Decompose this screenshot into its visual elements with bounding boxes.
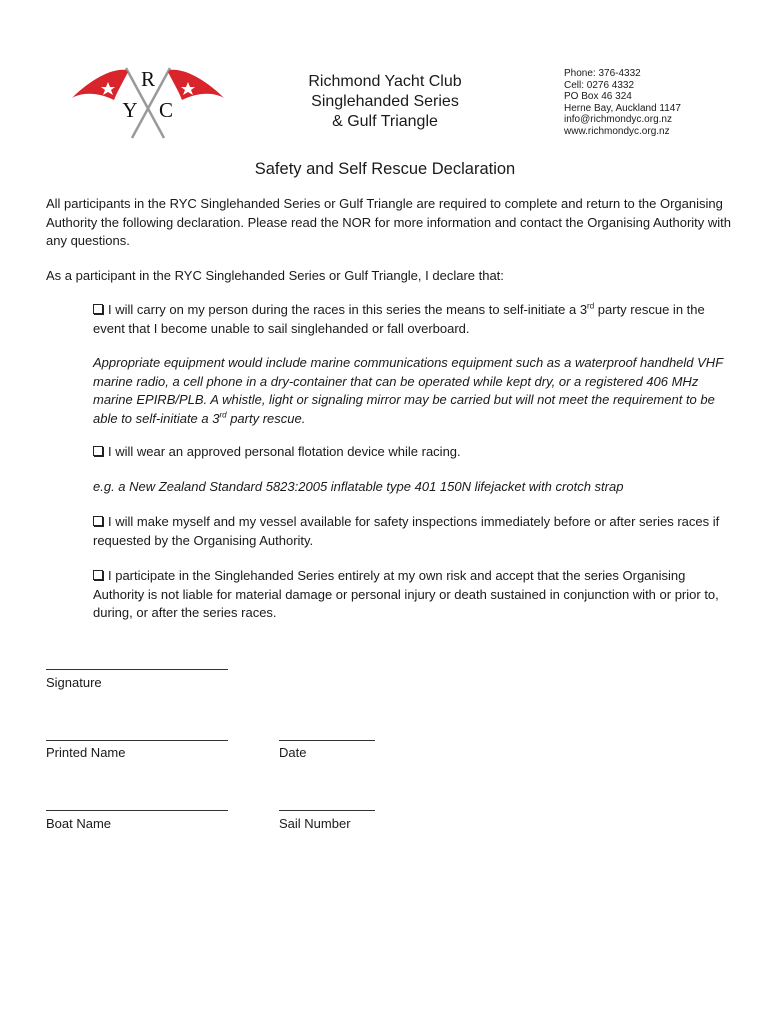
checkbox-item-4[interactable] xyxy=(93,570,103,580)
declaration-item-3 xyxy=(93,513,733,550)
contact-block xyxy=(564,68,681,137)
declaration-item-4 xyxy=(93,567,733,623)
item-3-text: I will make myself and my vessel available for safety inspections immediately before or after series races if requested by the Organising Authority. xyxy=(93,514,720,548)
boat-name-line[interactable] xyxy=(46,810,228,811)
intro-paragraph: All participants in the RYC Singlehanded Series or Gulf Triangle are required to complete and return to the Organising Authority the following declaration. Please read the NOR for more information and contact the Organising Authority with any questions. xyxy=(46,196,732,248)
checkbox-item-1[interactable] xyxy=(93,304,103,314)
declaration-item-2 xyxy=(93,443,733,462)
note-1-text-a: Appropriate equipment would include marine communications equipment such as a waterproof handheld VHF marine radio, a cell phone in a dry-container that can be operated while kept dry, or a registered 406 MHz marine EPIRB/PLB. A whistle, light or signaling mirror may be carried but will not meet the requirement to be able to self-initiate a 3 xyxy=(93,355,723,426)
contact-website[interactable]: www.richmondyc.org.nz xyxy=(564,125,670,137)
checkbox-item-2[interactable] xyxy=(93,446,103,456)
logo-letter-c: C xyxy=(158,98,174,122)
logo-letter-y: Y xyxy=(122,98,138,122)
date-label: Date xyxy=(279,745,307,760)
date-line[interactable] xyxy=(279,740,375,741)
contact-address: Herne Bay, Auckland 1147 xyxy=(564,102,681,114)
contact-phone: Phone: 376-4332 xyxy=(564,68,641,79)
declaration-item-1 xyxy=(93,301,733,338)
club-title-line-1: Richmond Yacht Club xyxy=(308,73,462,90)
declare-lead: As a participant in the RYC Singlehanded Series or Gulf Triangle, I declare that: xyxy=(46,268,504,283)
club-title-line-2: Singlehanded Series xyxy=(311,93,459,110)
boat-name-label: Boat Name xyxy=(46,816,112,831)
contact-email[interactable]: info@richmondyc.org.nz xyxy=(564,114,672,125)
signature-line[interactable] xyxy=(46,669,228,670)
contact-po-box: PO Box 46 324 xyxy=(564,91,632,102)
club-title xyxy=(270,72,500,132)
club-title-line-3: & Gulf Triangle xyxy=(332,113,438,130)
logo-letter-r: R xyxy=(140,67,156,91)
item-1-sup: rd xyxy=(587,301,595,311)
note-1-sup: rd xyxy=(219,410,227,420)
lifejacket-note: e.g. a New Zealand Standard 5823:2005 inflatable type 401 150N lifejacket with crotch strap xyxy=(93,479,624,494)
club-logo xyxy=(68,62,228,140)
equipment-note xyxy=(93,354,733,428)
sail-number-line[interactable] xyxy=(279,810,375,811)
signature-label: Signature xyxy=(46,675,102,690)
document-title: Safety and Self Rescue Declaration xyxy=(254,160,516,178)
printed-name-label: Printed Name xyxy=(46,745,126,760)
contact-cell: Cell: 0276 4332 xyxy=(564,79,635,91)
item-1-text-b: party rescue in the event that I become unable to sail singlehanded or fall overboard. xyxy=(93,302,705,336)
item-2-text: I will wear an approved personal flotation device while racing. xyxy=(108,444,461,459)
sail-number-label: Sail Number xyxy=(279,816,351,831)
item-1-text-a: I will carry on my person during the races in this series the means to self-initiate a 3 xyxy=(108,302,588,317)
note-1-text-b: party rescue. xyxy=(226,410,306,426)
printed-name-line[interactable] xyxy=(46,740,228,741)
checkbox-item-3[interactable] xyxy=(93,516,103,526)
item-4-text: I participate in the Singlehanded Series entirely at my own risk and accept that the series Organising Authority is not liable for material damage or personal injury or death sustained in conjunction with or prior to, during, or after the series races. xyxy=(93,568,719,620)
